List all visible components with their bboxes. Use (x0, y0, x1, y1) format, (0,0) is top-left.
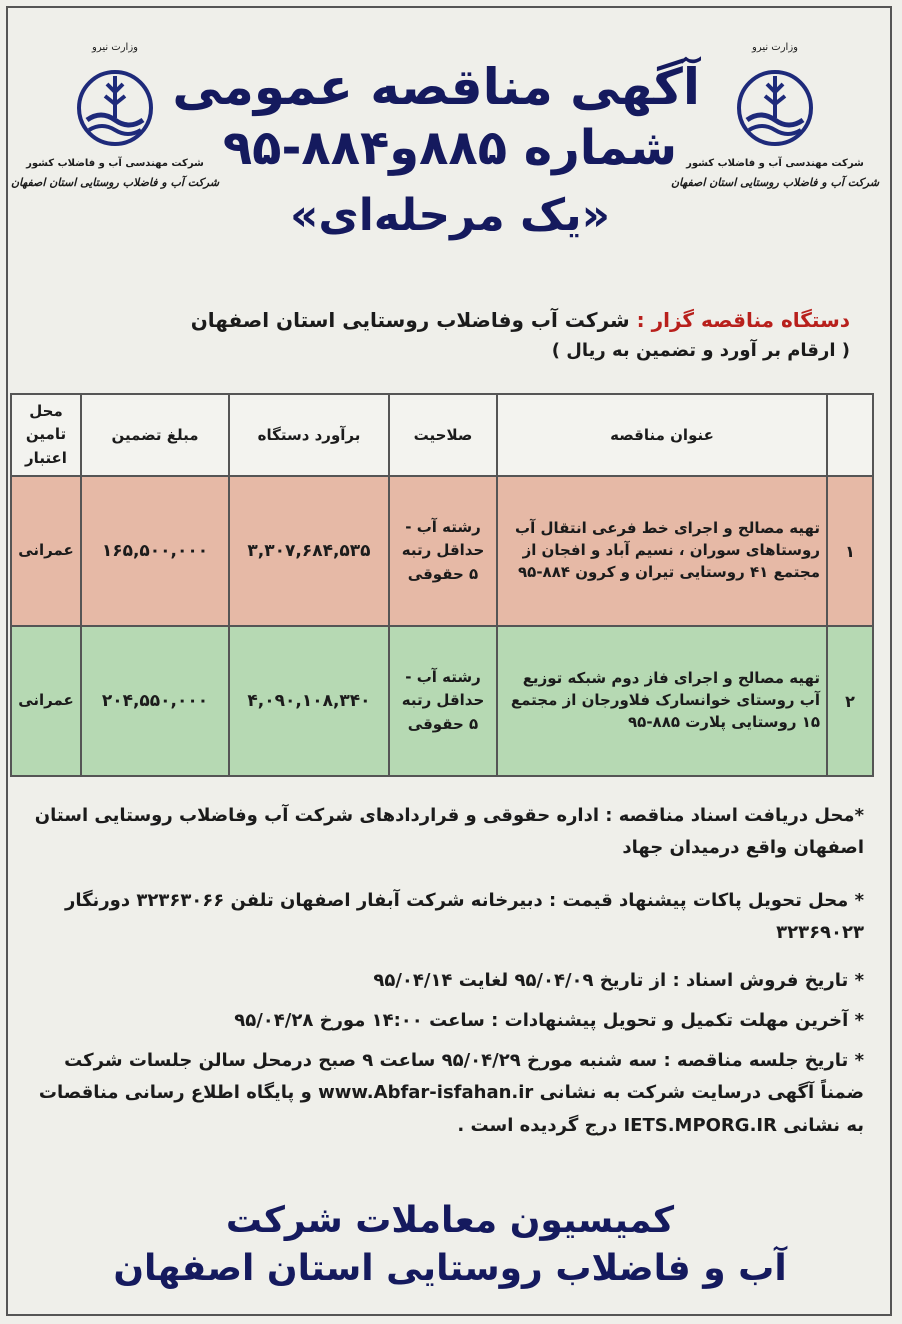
docs-location: *محل دریافت اسناد مناقصه : اداره حقوقی و قراردادهای شرکت آب وفاضلاب روستایی استان اصفهان واقع درمیدان جهاد (34, 805, 864, 859)
tender-guarantee: ۱۶۵,۵۰۰,۰۰۰ (81, 476, 229, 626)
row-number: ۲ (827, 626, 873, 776)
row-number: ۱ (827, 476, 873, 626)
tender-guarantee: ۲۰۴,۵۵۰,۰۰۰ (81, 626, 229, 776)
tender-funding: عمرانی (11, 476, 81, 626)
website-link[interactable]: www.Abfar-isfahan.ir (318, 1082, 534, 1104)
notice-stage: «یک مرحله‌ای» (289, 190, 611, 241)
tender-estimate: ۳,۳۰۷,۶۸۴,۵۳۵ (229, 476, 389, 626)
table-row (11, 626, 873, 776)
website-mid-text: و پایگاه اطلاع رسانی مناقصات به نشانی (38, 1082, 864, 1136)
logo-company-line1: شرکت مهندسی آب و فاضلاب کشور (26, 158, 204, 169)
logo-company-line1: شرکت مهندسی آب و فاضلاب کشور (686, 158, 864, 169)
footer-line2: آب و فاضلاب روستایی استان اصفهان (113, 1248, 787, 1289)
tender-qualification: رشته آب - حداقل رتبه ۵ حقوقی (389, 626, 497, 776)
table-row (11, 476, 873, 626)
tender-table (10, 393, 874, 777)
header-title: عنوان مناقصه (497, 394, 827, 476)
submission-deadline: * آخرین مهلت تکمیل و تحویل پیشنهادات : ساعت ۱۴:۰۰ مورخ ۹۵/۰۴/۲۸ (234, 1010, 864, 1031)
currency-note: ( ارقام بر آورد و تضمین به ریال ) (551, 340, 850, 361)
website-pre-text: ضمناً آگهی درسایت شرکت به نشانی (539, 1082, 864, 1104)
portal-link[interactable]: IETS.MPORG.IR (623, 1114, 777, 1136)
logo-right (670, 30, 880, 210)
tender-title: تهیه مصالح و اجرای خط فرعی انتقال آب روستاهای سوران ، نسیم آباد و افجان از مجتمع ۴۱ روستایی تیران و کرون ۸۸۴-۹۵ (497, 476, 827, 626)
website-post-text: درج گردیده است . (457, 1114, 618, 1136)
tender-title: تهیه مصالح و اجرای فاز دوم شبکه توزیع آب روستای خوانسارک فلاورجان از مجتمع ۱۵ روستایی پلارت ۸۸۵-۹۵ (497, 626, 827, 776)
logo-company-line2: شرکت آب و فاضلاب روستایی استان اصفهان (670, 176, 880, 189)
table-header-row (11, 394, 873, 476)
footer-line1: کمیسیون معاملات شرکت (225, 1200, 675, 1241)
tender-qualification: رشته آب - حداقل رتبه ۵ حقوقی (389, 476, 497, 626)
organizer-line (40, 308, 850, 332)
header-guarantee: مبلغ تضمین (81, 394, 229, 476)
logo-left (10, 30, 220, 210)
sale-dates: * تاریخ فروش اسناد : از تاریخ ۹۵/۰۴/۰۹ لغایت ۹۵/۰۴/۱۴ (373, 970, 864, 991)
header-qualification: صلاحیت (389, 394, 497, 476)
website-notice (34, 1077, 864, 1142)
water-company-emblem-icon (735, 58, 815, 158)
session-date: * تاریخ جلسه مناقصه : سه شنبه مورخ ۹۵/۰۴/۲۹ ساعت ۹ صبح درمحل سالن جلسات شرکت (64, 1050, 864, 1071)
ministry-label: وزارت نیرو (751, 42, 798, 53)
delivery-location: * محل تحویل پاکات پیشنهاد قیمت : دبیرخانه شرکت آبفار اصفهان تلفن ۳۲۳۶۳۰۶۶ دورنگار ۳۲۳۶۹۰۲۳ (64, 890, 864, 944)
header-estimate: برآورد دستگاه (229, 394, 389, 476)
tender-estimate: ۴,۰۹۰,۱۰۸,۳۴۰ (229, 626, 389, 776)
notice-number: شماره ۸۸۵و۸۸۴-۹۵ (222, 120, 678, 176)
logo-company-line2: شرکت آب و فاضلاب روستایی استان اصفهان (10, 176, 220, 189)
header-row-number (827, 394, 873, 476)
organizer-label: دستگاه مناقصه گزار : (636, 308, 850, 332)
organizer-value: شرکت آب وفاضلاب روستایی استان اصفهان (190, 308, 630, 332)
notice-title: آگهی مناقصه عمومی (172, 58, 700, 116)
tender-funding: عمرانی (11, 626, 81, 776)
ministry-label: وزارت نیرو (91, 42, 138, 53)
header-funding: محل تامین اعتبار (11, 394, 81, 476)
tender-session (34, 1045, 864, 1142)
water-company-emblem-icon (75, 58, 155, 158)
